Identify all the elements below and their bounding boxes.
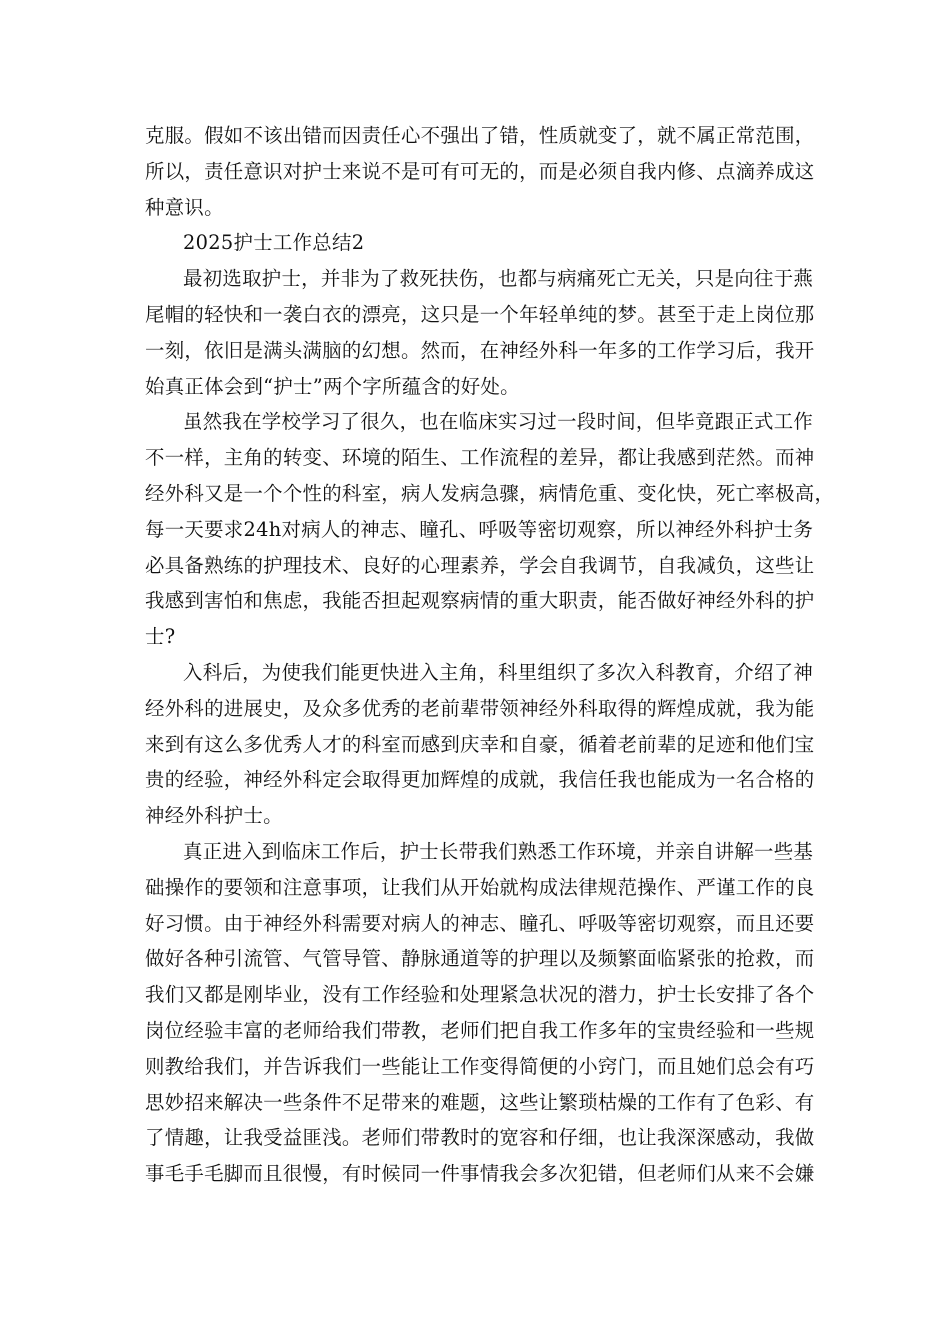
text-line: 克服。假如不该出错而因责任心不强出了错，性质就变了，就不属正常范围，: [145, 124, 815, 147]
text-line: 贵的经验，神经外科定会取得更加辉煌的成就，我信任我也能成为一名合格的: [145, 768, 815, 792]
text-line: 种意识。: [145, 195, 224, 219]
text-line: 所以，责任意识对护士来说不是可有可无的，而是必须自我内修、点滴养成这: [145, 159, 815, 183]
text-line: 尾帽的轻快和一袭白衣的漂亮，这只是一个年轻单纯的梦。甚至于走上岗位那: [145, 302, 815, 326]
text-line: 做好各种引流管、气管导管、静脉通道等的护理以及频繁面临紧张的抢救，而: [145, 947, 815, 971]
text-line: 则教给我们，并告诉我们一些能让工作变得简便的小窍门，而且她们总会有巧: [145, 1054, 815, 1078]
text-line: 真正进入到临床工作后，护士长带我们熟悉工作环境，并亲自讲解一些基: [183, 839, 814, 863]
text-line: 神经外科护士。: [145, 804, 283, 828]
text-line: 经外科又是一个个性的科室，病人发病急骤，病情危重、变化快，死亡率极高，: [145, 481, 835, 505]
text-line: 最初选取护士，并非为了救死扶伤，也都与病痛死亡无关，只是向往于燕: [183, 267, 814, 291]
text-line: 了情趣，让我受益匪浅。老师们带教时的宽容和仔细，也让我深深感动，我做: [145, 1126, 815, 1150]
text-line: 事毛手毛脚而且很慢，有时候同一件事情我会多次犯错，但老师们从来不会嫌: [145, 1162, 815, 1186]
text-line: 岗位经验丰富的老师给我们带教，老师们把自我工作多年的宝贵经验和一些规: [145, 1018, 815, 1042]
text-line: 入科后，为使我们能更快进入主角，科里组织了多次入科教育，介绍了神: [183, 660, 814, 684]
section-heading: 2025护士工作总结2: [183, 231, 365, 255]
text-line: 来到有这么多优秀人才的科室而感到庆幸和自豪，循着老前辈的足迹和他们宝: [145, 732, 815, 756]
text-line: 思妙招来解决一些条件不足带来的难题，这些让繁琐枯燥的工作有了色彩、有: [145, 1090, 815, 1114]
text-line: 虽然我在学校学习了很久，也在临床实习过一段时间，但毕竟跟正式工作: [183, 410, 814, 434]
text-line: 我们又都是刚毕业，没有工作经验和处理紧急状况的潜力，护士长安排了各个: [145, 983, 815, 1007]
text-line: 好习惯。由于神经外科需要对病人的神志、瞳孔、呼吸等密切观察，而且还要: [145, 911, 815, 935]
text-line: 不一样，主角的转变、环境的陌生、工作流程的差异，都让我感到茫然。而神: [145, 446, 815, 470]
text-line: 础操作的要领和注意事项，让我们从开始就构成法律规范操作、严谨工作的良: [145, 875, 815, 899]
document-body: [145, 118, 835, 1192]
text-line: 一刻，依旧是满头满脑的幻想。然而，在神经外科一年多的工作学习后，我开: [145, 338, 815, 362]
text-line: 士?: [145, 625, 176, 649]
text-line: 每一天要求24h对病人的神志、瞳孔、呼吸等密切观察，所以神经外科护士务: [145, 517, 814, 541]
text-line: 经外科的进展史，及众多优秀的老前辈带领神经外科取得的辉煌成就，我为能: [145, 696, 815, 720]
text-line: 始真正体会到“护士”两个字所蕴含的好处。: [145, 374, 520, 398]
text-line: 必具备熟练的护理技术、良好的心理素养，学会自我调节，自我减负，这些让: [145, 553, 815, 577]
text-line: 我感到害怕和焦虑，我能否担起观察病情的重大职责，能否做好神经外科的护: [145, 589, 815, 613]
